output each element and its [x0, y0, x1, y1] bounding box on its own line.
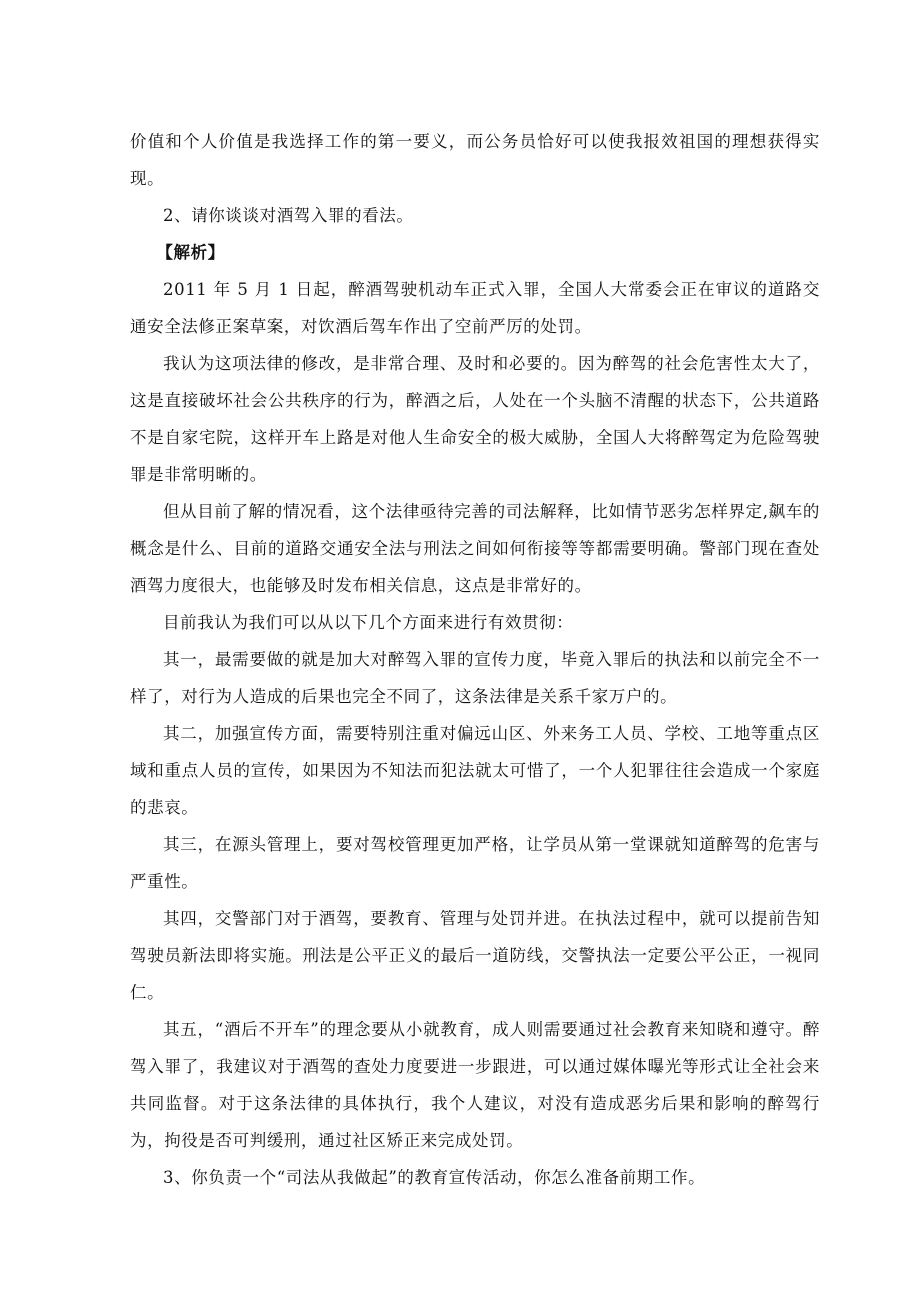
paragraph-issues: 但从目前了解的情况看，这个法律亟待完善的司法解释，比如情节恶劣怎样界定,飙车的概念是什么、目前的道路交通安全法与刑法之间如何衔接等等都需要明确。警部门现在查处酒驾力度很大，也能够及时发布相关信息，这点是非常好的。	[130, 502, 820, 595]
paragraph-measure-4: 其四，交警部门对于酒驾，要教育、管理与处罚并进。在执法过程中，就可以提前告知驾驶员新法即将实施。刑法是公平正义的最后一道防线，交警执法一定要公平公正，一视同仁。	[130, 909, 820, 1002]
document-body	[130, 123, 820, 1196]
paragraph-measure-2: 其二，加强宣传方面，需要特别注重对偏远山区、外来务工人员、学校、工地等重点区域和重点人员的宣传，如果因为不知法而犯法就太可惜了，一个人犯罪往往会造成一个家庭的悲哀。	[130, 724, 820, 817]
question-3: 3、你负责一个“司法从我做起”的教育宣传活动，你怎么准备前期工作。	[163, 1168, 706, 1187]
paragraph-measure-5: 其五，“酒后不开车”的理念要从小就教育，成人则需要通过社会教育来知晓和遵守。醉驾入罪了，我建议对于酒驾的查处力度要进一步跟进，可以通过媒体曝光等形式让全社会来共同监督。对于这条法律的具体执行，我个人建议，对没有造成恶劣后果和影响的醉驾行为，拘役是否可判缓刑，通过社区矫正来完成处罚。	[130, 1020, 820, 1150]
question-2: 2、请你谈谈对酒驾入罪的看法。	[163, 206, 414, 225]
paragraph-measures-intro: 目前我认为我们可以从以下几个方面来进行有效贯彻：	[163, 613, 574, 632]
paragraph-measure-1: 其一，最需要做的就是加大对醉驾入罪的宣传力度，毕竟入罪后的执法和以前完全不一样了，对行为人造成的后果也完全不同了，这条法律是关系千家万户的。	[130, 650, 820, 706]
paragraph-background: 2011 年 5 月 1 日起，醉酒驾驶机动车正式入罪，全国人大常委会正在审议的道路交通安全法修正案草案，对饮酒后驾车作出了空前严厉的处罚。	[130, 280, 820, 336]
analysis-heading: 【解析】	[156, 243, 225, 262]
paragraph-measure-3: 其三，在源头管理上，要对驾校管理更加严格，让学员从第一堂课就知道醉驾的危害与严重性。	[130, 835, 820, 891]
paragraph-opinion: 我认为这项法律的修改，是非常合理、及时和必要的。因为醉驾的社会危害性太大了，这是直接破坏社会公共秩序的行为，醉酒之后，人处在一个头脑不清醒的状态下，公共道路不是自家宅院，这样开车上路是对他人生命安全的极大威胁，全国人大将醉驾定为危险驾驶罪是非常明晰的。	[130, 354, 820, 484]
paragraph-continuation: 价值和个人价值是我选择工作的第一要义，而公务员恰好可以使我报效祖国的理想获得实现。	[130, 132, 820, 188]
